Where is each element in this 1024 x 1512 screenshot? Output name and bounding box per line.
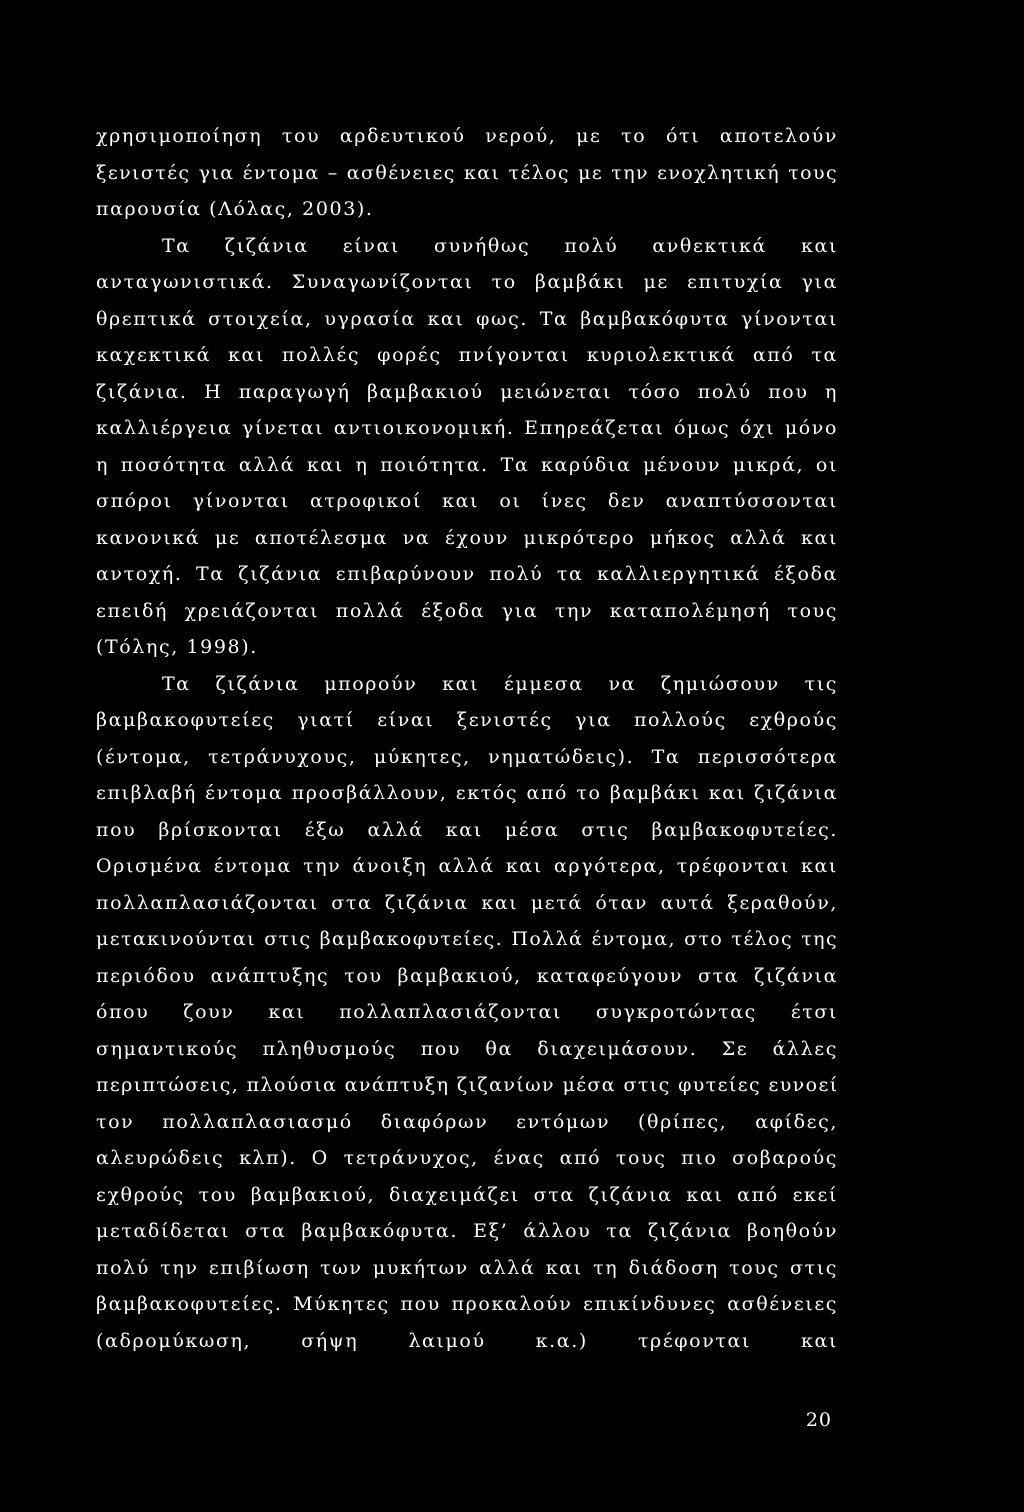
page-number: 20 xyxy=(805,1409,832,1431)
text-line: πολλαπλασιάζονται στα ζιζάνια και μετά όταν αυτά ξεραθούν, xyxy=(96,891,838,914)
text-line: καλλιέργεια γίνεται αντιοικονομική. Επηρεάζεται όμως όχι μόνο xyxy=(96,417,838,439)
text-line: εχθρούς του βαμβακιού, διαχειμάζει στα ζιζάνια και από εκεί xyxy=(96,1183,838,1206)
text-line: (αδρομύκωση, σήψη λαιμού κ.α.) τρέφονται και xyxy=(96,1329,838,1352)
text-line: μεταδίδεται στα βαμβακόφυτα. Εξ’ άλλου τα ζιζάνια βοηθούν xyxy=(96,1220,838,1242)
text-line: βαμβακοφυτείες γιατί είναι ξενιστές για πολλούς εχθρούς xyxy=(96,709,838,731)
text-line: παρουσία (Λόλας, 2003). xyxy=(96,198,374,220)
text-line: περιπτώσεις, πλούσια ανάπτυξη ζιζανίων μέσα στις φυτείες ευνοεί xyxy=(96,1074,839,1096)
text-line: η ποσότητα αλλά και η ποιότητα. Τα καρύδια μένουν μικρά, οι xyxy=(96,453,838,476)
text-line: πολύ την επιβίωση των μυκήτων αλλά και τη διάδοση τους στις xyxy=(96,1256,838,1279)
text-line: που βρίσκονται έξω αλλά και μέσα στις βαμβακοφυτείες. xyxy=(96,818,838,841)
text-line: ξενιστές για έντομα – ασθένειες και τέλος με την ενοχλητική τους xyxy=(96,161,838,184)
text-line: ζιζάνια. Η παραγωγή βαμβακιού μειώνεται τόσο πολύ που η xyxy=(96,380,838,403)
text-line: Τα ζιζάνια μπορούν και έμμεσα να ζημιώσουν τις xyxy=(162,672,838,695)
text-line: καχεκτικά και πολλές φορές πνίγονται κυριολεκτικά από τα xyxy=(96,344,838,366)
text-line: τον πολλαπλασιασμό διαφόρων εντόμων (θρίπες, αφίδες, xyxy=(96,1110,838,1133)
text-line: σημαντικούς πληθυσμούς που θα διαχειμάσουν. Σε άλλες xyxy=(96,1037,838,1060)
text-line: χρησιμοποίηση του αρδευτικού νερού, με το ότι αποτελούν xyxy=(96,125,838,147)
text-line: Ορισμένα έντομα την άνοιξη αλλά και αργότερα, τρέφονται και xyxy=(96,855,838,877)
text-line: σπόροι γίνονται ατροφικοί και οι ίνες δεν αναπτύσσονται xyxy=(96,490,838,512)
text-line: (έντομα, τετράνυχους, μύκητες, νηματώδεις). Τα περισσότερα xyxy=(96,745,838,768)
text-line: αλευρώδεις κλπ). Ο τετράνυχος, ένας από τους πιο σοβαρούς xyxy=(96,1147,838,1169)
text-line: περιόδου ανάπτυξης του βαμβακιού, καταφεύγουν στα ζιζάνια xyxy=(96,964,838,987)
text-line: θρεπτικά στοιχεία, υγρασία και φως. Τα βαμβακόφυτα γίνονται xyxy=(96,307,838,330)
text-line: επιβλαβή έντομα προσβάλλουν, εκτός από το βαμβάκι και ζιζάνια xyxy=(96,782,838,804)
text-line: Τα ζιζάνια είναι συνήθως πολύ ανθεκτικά και xyxy=(162,234,838,257)
text-line: όπου ζουν και πολλαπλασιάζονται συγκροτώντας έτσι xyxy=(96,1001,838,1023)
text-line: κανονικά με αποτέλεσμα να έχουν μικρότερο μήκος αλλά και xyxy=(96,526,838,549)
text-line: ανταγωνιστικά. Συναγωνίζονται το βαμβάκι με επιτυχία για xyxy=(96,271,838,293)
text-line: βαμβακοφυτείες. Μύκητες που προκαλούν επικίνδυνες ασθένειες xyxy=(96,1293,838,1315)
body-text xyxy=(96,118,838,1359)
text-line: (Τόλης, 1998). xyxy=(96,636,258,658)
text-line: αντοχή. Τα ζιζάνια επιβαρύνουν πολύ τα καλλιεργητικά έξοδα xyxy=(96,563,838,585)
text-line: μετακινούνται στις βαμβακοφυτείες. Πολλά έντομα, στο τέλος της xyxy=(96,928,838,950)
text-line: επειδή χρειάζονται πολλά έξοδα για την καταπολέμησή τους xyxy=(96,599,838,622)
